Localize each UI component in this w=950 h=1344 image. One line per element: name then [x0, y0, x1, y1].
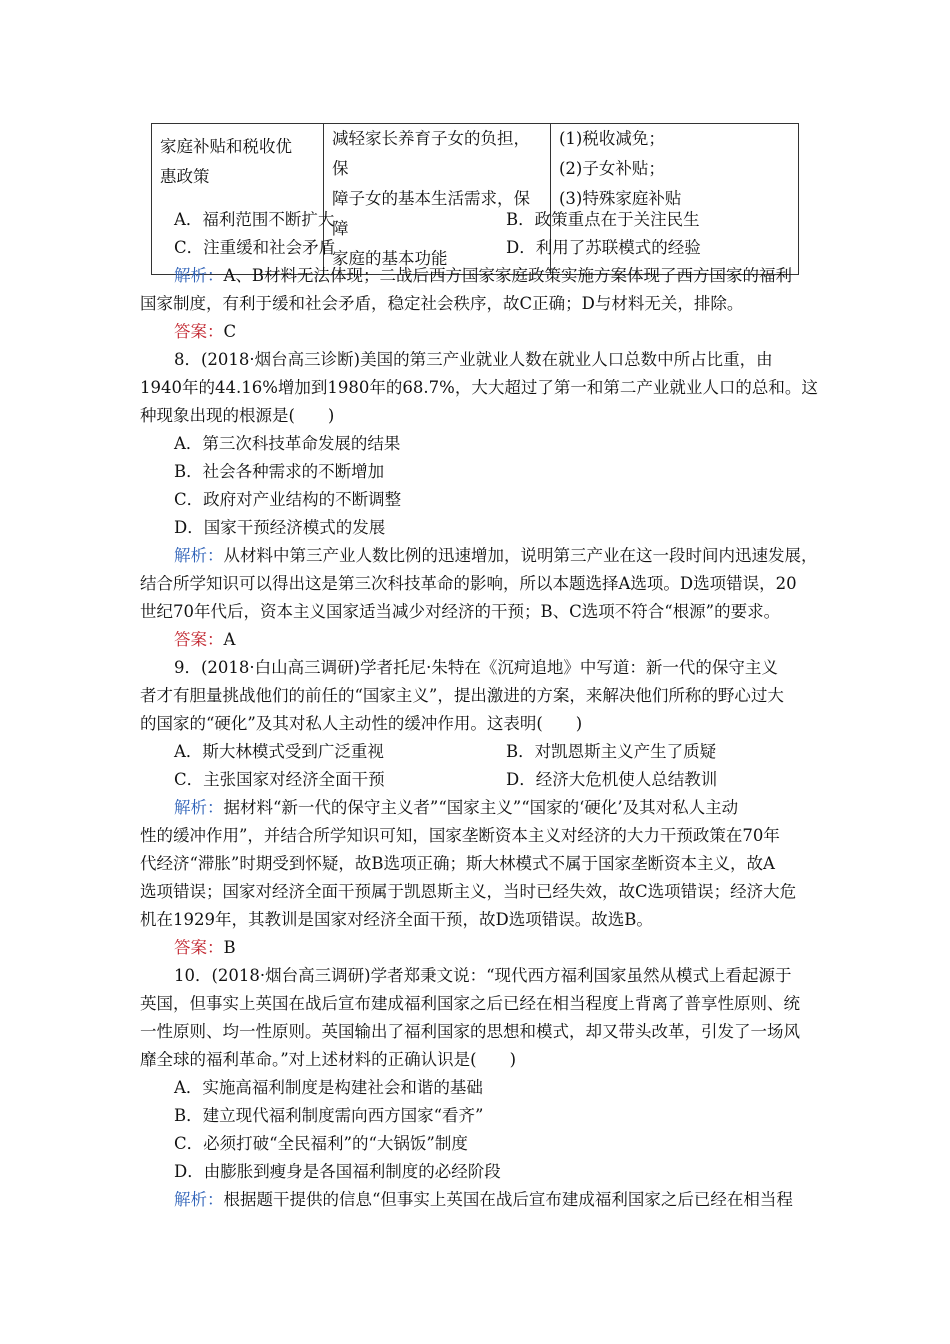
q9-option-b: B．对凯恩斯主义产生了质疑 — [506, 742, 717, 761]
q9-analysis-line: 选项错误；国家对经济全面干预属于凯恩斯主义，当时已经失效，故C选项错误；经济大危 — [140, 882, 797, 901]
analysis-text: 根据题干提供的信息“但事实上英国在战后宣布建成福利国家之后已经在相当程 — [223, 1190, 793, 1209]
q7-analysis-line: 国家制度，有利于缓和社会矛盾，稳定社会秩序，故C正确；D与材料无关，排除。 — [140, 294, 744, 313]
q8-analysis-line: 世纪70年代后，资本主义国家适当减少对经济的干预；B、C选项不符合“根源”的要求。 — [140, 602, 781, 621]
answer-value: B — [223, 938, 236, 957]
q8-option-b: B．社会各种需求的不断增加 — [174, 462, 385, 481]
answer-label: 答案： — [174, 630, 224, 649]
q9-analysis-line: 代经济“滞胀”时期受到怀疑，故B选项正确；斯大林模式不属于国家垄断资本主义，故A — [140, 854, 775, 873]
q10-option-a: A．实施高福利制度是构建社会和谐的基础 — [174, 1078, 483, 1097]
q8-option-a: A．第三次科技革命发展的结果 — [174, 434, 401, 453]
q10-stem-line: 一性原则、均一性原则。英国输出了福利国家的思想和模式，却又带头改革，引发了一场风 — [140, 1022, 800, 1041]
cell-line: 减轻家长养育子女的负担，保 — [332, 129, 530, 178]
cell-line: 障子女的基本生活需求，保障 — [332, 189, 530, 238]
q8-analysis-line: 结合所学知识可以得出这是第三次科技革命的影响，所以本题选择A选项。D选项错误，20 — [140, 574, 797, 593]
q8-answer — [174, 629, 235, 651]
analysis-text: A、B材料无法体现；二战后西方国家家庭政策实施方案体现了西方国家的福利 — [223, 266, 793, 285]
cell-line: 惠政策 — [160, 167, 210, 186]
q10-option-c: C．必须打破“全民福利”的“大锅饭”制度 — [174, 1134, 468, 1153]
q9-analysis-line: 性的缓冲作用”，并结合所学知识可知，国家垄断资本主义对经济的大力干预政策在70年 — [140, 826, 780, 845]
cell-line: (2)子女补贴； — [559, 159, 665, 178]
q9-stem-line: 的国家的“硬化”及其对私人主动性的缓冲作用。这表明( ) — [140, 714, 583, 733]
q9-stem-line: 9．(2018·白山高三调研)学者托尼·朱特在《沉疴追地》中写道：新一代的保守主义 — [174, 658, 778, 677]
answer-label: 答案： — [174, 322, 224, 341]
q9-answer — [174, 937, 236, 959]
q9-option-d: D．经济大危机使人总结教训 — [506, 770, 718, 789]
q10-analysis-line — [174, 1189, 793, 1211]
cell-line: 家庭补贴和税收优 — [160, 137, 292, 156]
q7-option-b: B．政策重点在于关注民生 — [506, 210, 700, 229]
cell-line: (3)特殊家庭补贴 — [559, 189, 682, 208]
q9-option-a: A．斯大林模式受到广泛重视 — [174, 742, 384, 761]
q8-stem-line: 8．(2018·烟台高三诊断)美国的第三产业就业人数在就业人口总数中所占比重，由 — [174, 350, 773, 369]
q8-analysis-line — [174, 545, 818, 567]
q10-stem-line: 英国，但事实上英国在战后宣布建成福利国家之后已经在相当程度上背离了普享性原则、统 — [140, 994, 800, 1013]
q7-analysis-line — [174, 265, 792, 287]
analysis-text: 据材料“新一代的保守主义者”“国家主义”“国家的‘硬化’及其对私人主动 — [223, 798, 739, 817]
q7-answer — [174, 321, 236, 343]
analysis-label: 解析： — [174, 266, 224, 285]
q8-option-d: D．国家干预经济模式的发展 — [174, 518, 386, 537]
answer-label: 答案： — [174, 938, 224, 957]
analysis-label: 解析： — [174, 546, 224, 565]
q9-analysis-line: 机在1929年，其教训是国家对经济全面干预，故D选项错误。故选B。 — [140, 910, 653, 929]
q8-stem-line: 种现象出现的根源是( ) — [140, 406, 335, 425]
q8-stem-line: 1940年的44.16%增加到1980年的68.7%，大大超过了第一和第二产业就业人口的总和。这 — [140, 378, 818, 397]
q7-option-a: A．福利范围不断扩大 — [174, 210, 335, 229]
answer-value: C — [223, 322, 237, 341]
q9-analysis-line — [174, 797, 738, 819]
q10-stem-line: 靡全球的福利革命。”对上述材料的正确认识是( ) — [140, 1050, 517, 1069]
cell-line: 家庭的基本功能 — [332, 249, 448, 268]
q10-option-b: B．建立现代福利制度需向西方国家“看齐” — [174, 1106, 484, 1125]
analysis-text: 从材料中第三产业人数比例的迅速增加，说明第三产业在这一段时间内迅速发展， — [223, 546, 818, 565]
analysis-label: 解析： — [174, 1190, 224, 1209]
analysis-label: 解析： — [174, 798, 224, 817]
q7-option-d: D．利用了苏联模式的经验 — [506, 238, 701, 257]
q10-option-d: D．由膨胀到瘦身是各国福利制度的必经阶段 — [174, 1162, 501, 1181]
answer-value: A — [223, 630, 236, 649]
q9-option-c: C．主张国家对经济全面干预 — [174, 770, 385, 789]
cell-line: (1)税收减免； — [559, 129, 665, 148]
q9-stem-line: 者才有胆量挑战他们的前任的“国家主义”，提出激进的方案，来解决他们所称的野心过大 — [140, 686, 784, 705]
q8-option-c: C．政府对产业结构的不断调整 — [174, 490, 402, 509]
q10-stem-line: 10．(2018·烟台高三调研)学者郑秉文说：“现代西方福利国家虽然从模式上看起源于 — [174, 966, 792, 985]
q7-option-c: C．注重缓和社会矛盾 — [174, 238, 336, 257]
